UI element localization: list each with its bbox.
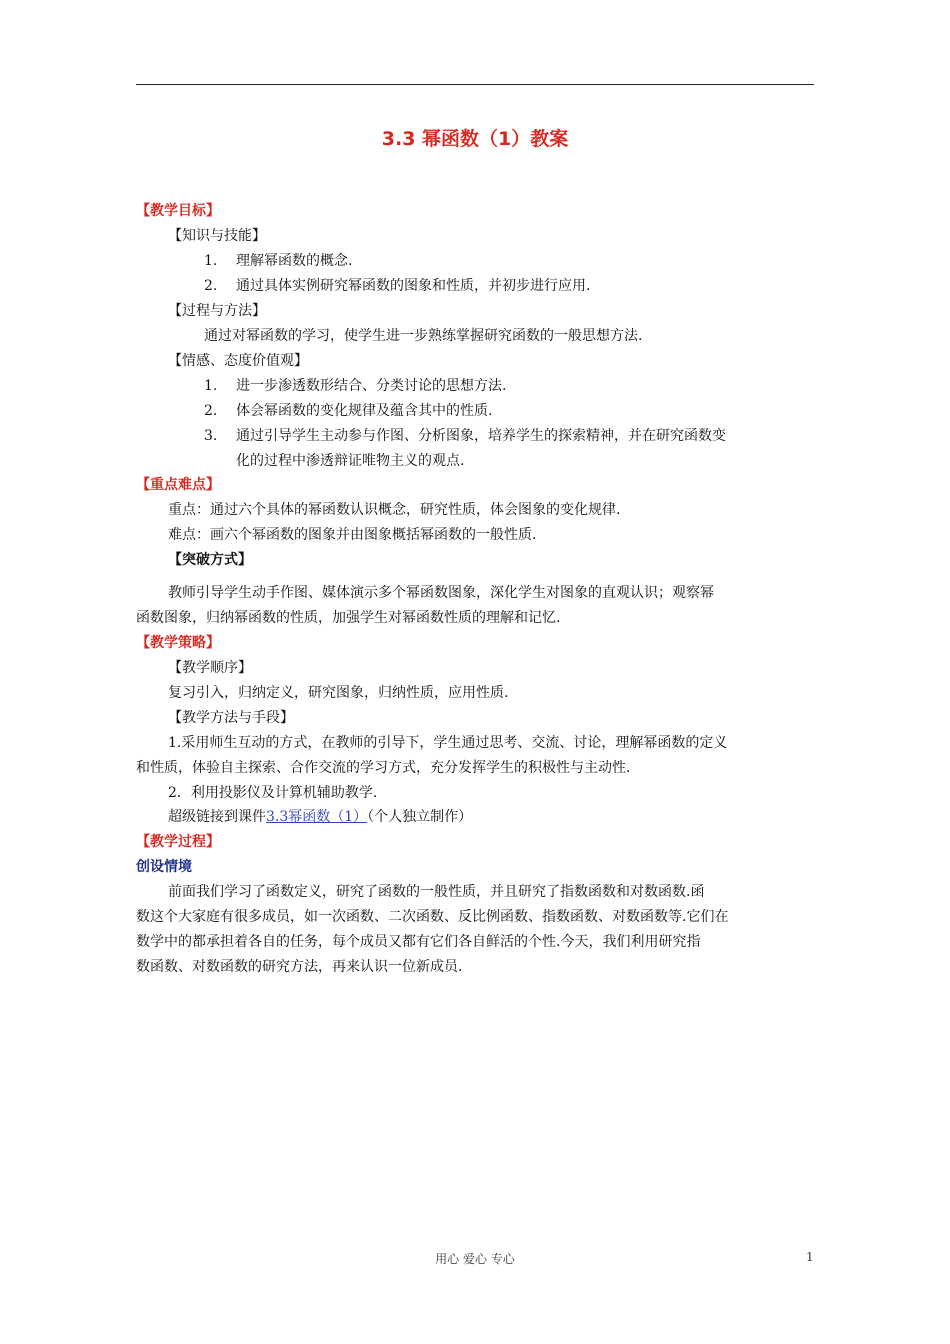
teaching-order-heading: 【教学顺序】 bbox=[168, 660, 252, 676]
attitude-heading: 【情感、态度价值观】 bbox=[168, 353, 308, 369]
courseware-link[interactable]: 3.3幂函数（1） bbox=[266, 809, 368, 825]
list-text: 通过具体实例研究幂函数的图象和性质，并初步进行应用. bbox=[236, 278, 591, 294]
scenario-line-4: 数函数、对数函数的研究方法，再来认识一位新成员. bbox=[136, 959, 463, 975]
hyperlink-suffix: （个人独立制作） bbox=[367, 809, 473, 825]
key-point-text: 重点：通过六个具体的幂函数认识概念，研究性质，体会图象的变化规律. bbox=[168, 502, 621, 518]
breakthrough-line-1: 教师引导学生动手作图、媒体演示多个幂函数图象，深化学生对图象的直观认识；观察幂 bbox=[168, 585, 714, 601]
process-method-heading: 【过程与方法】 bbox=[168, 303, 266, 319]
list-number: 2. bbox=[204, 403, 218, 419]
method-1-line-2: 和性质，体验自主探索、合作交流的学习方式，充分发挥学生的积极性与主动性. bbox=[136, 760, 631, 776]
attitude-item-3 bbox=[204, 426, 726, 446]
list-text: 通过引导学生主动参与作图、分析图象，培养学生的探索精神，并在研究函数变 bbox=[236, 428, 726, 444]
difficult-point-text: 难点：画六个幂函数的图象并由图象概括幂函数的一般性质. bbox=[168, 527, 537, 543]
attitude-item-1 bbox=[204, 376, 506, 396]
document-title: 3.3 幂函数（1）教案 bbox=[381, 128, 569, 150]
breakthrough-line-2: 函数图象，归纳幂函数的性质，加强学生对幂函数性质的理解和记忆. bbox=[136, 610, 561, 626]
list-number: 2. bbox=[204, 278, 218, 294]
process-method-text: 通过对幂函数的学习，使学生进一步熟练掌握研究函数的一般思想方法. bbox=[204, 328, 643, 344]
scenario-line-1: 前面我们学习了函数定义，研究了函数的一般性质，并且研究了指数函数和对数函数.函 bbox=[168, 884, 705, 900]
list-number: 3. bbox=[204, 428, 218, 444]
method-1-line-1: 1.采用师生互动的方式，在教师的引导下，学生通过思考、交流、讨论，理解幂函数的定义 bbox=[168, 735, 728, 751]
process-heading: 【教学过程】 bbox=[136, 834, 220, 850]
page-number: 1 bbox=[806, 1250, 814, 1264]
objectives-heading: 【教学目标】 bbox=[136, 203, 220, 219]
list-text: 体会幂函数的变化规律及蕴含其中的性质. bbox=[236, 403, 493, 419]
teaching-order-text: 复习引入，归纳定义，研究图象，归纳性质，应用性质. bbox=[168, 685, 509, 701]
attitude-item-2 bbox=[204, 401, 492, 421]
strategy-heading: 【教学策略】 bbox=[136, 635, 220, 651]
scenario-line-3: 数学中的都承担着各自的任务，每个成员又都有它们各自鲜活的个性.今天，我们利用研究指 bbox=[136, 934, 701, 950]
hyperlink-prefix: 超级链接到课件 bbox=[168, 809, 266, 825]
method-2-text: 2．利用投影仪及计算机辅助教学. bbox=[168, 785, 378, 801]
knowledge-item-2 bbox=[204, 276, 590, 296]
teaching-methods-heading: 【教学方法与手段】 bbox=[168, 710, 294, 726]
list-text: 理解幂函数的概念. bbox=[236, 253, 353, 269]
list-text: 进一步渗透数形结合、分类讨论的思想方法. bbox=[236, 378, 507, 394]
header-rule bbox=[136, 84, 814, 85]
knowledge-heading: 【知识与技能】 bbox=[168, 228, 266, 244]
scenario-heading: 创设情境 bbox=[136, 859, 192, 875]
list-number: 1. bbox=[204, 378, 218, 394]
scenario-line-2: 数这个大家庭有很多成员，如一次函数、二次函数、反比例函数、指数函数、对数函数等.它们在 bbox=[136, 909, 729, 925]
knowledge-item-1 bbox=[204, 251, 352, 271]
breakthrough-heading: 【突破方式】 bbox=[168, 552, 252, 568]
list-number: 1. bbox=[204, 253, 218, 269]
key-points-heading: 【重点难点】 bbox=[136, 477, 220, 493]
footer-motto: 用心 爱心 专心 bbox=[435, 1252, 515, 1266]
hyperlink-line bbox=[168, 807, 472, 827]
attitude-item-3-continued: 化的过程中渗透辩证唯物主义的观点. bbox=[236, 453, 465, 469]
